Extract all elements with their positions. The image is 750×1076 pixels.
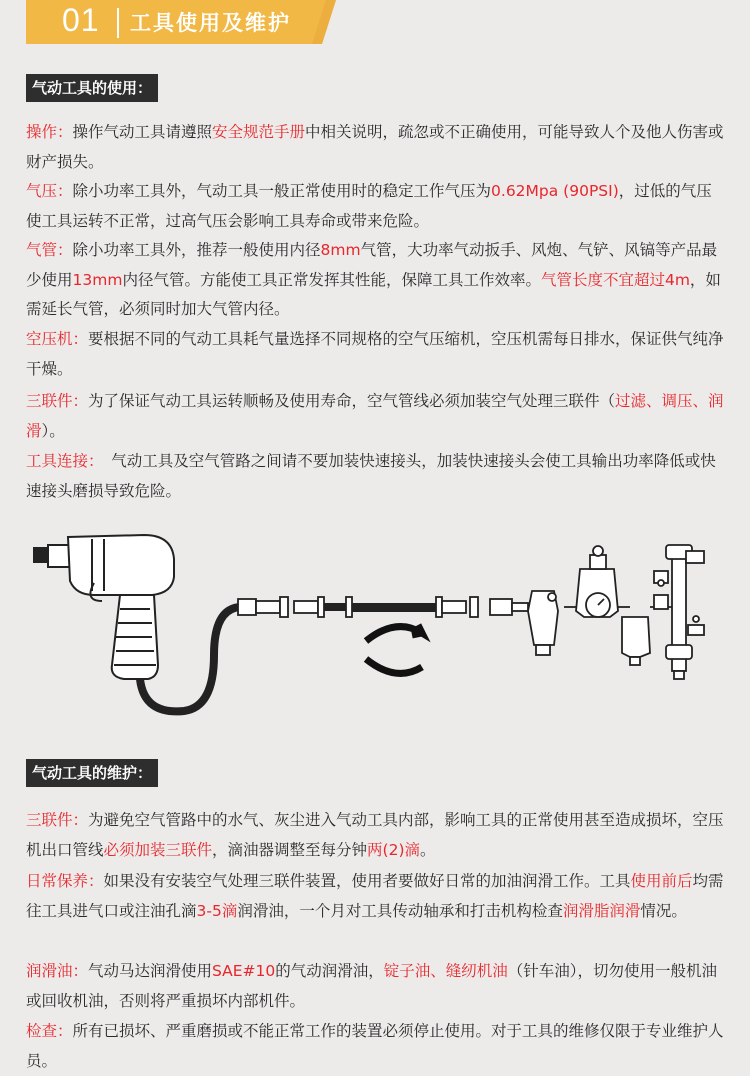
body-text: ）。	[41, 421, 65, 440]
body-text: 润滑油，一个月对工具传动轴承和打击机构检查	[237, 901, 563, 920]
body-text: 除小功率工具外，推荐一般使用内径	[72, 241, 321, 259]
para-tool-connection	[26, 447, 726, 506]
body-text: 操作气动工具请遵照	[72, 123, 213, 141]
body-text: ，如需延长气管，必须同时加大气管内径。	[26, 270, 721, 318]
highlight-text: 锭子油、缝纫机油	[383, 962, 508, 980]
body-text: 。	[420, 840, 436, 859]
section-banner	[26, 0, 336, 44]
highlight-text: 安全规范手册	[212, 123, 306, 141]
body-text: 要根据不同的气动工具耗气量选择不同规格的空气压缩机，空压机需每日排水，保证供气纯净干燥。	[26, 330, 724, 378]
para-label: 检查：	[26, 1022, 73, 1040]
highlight-text: 过滤、调压、润滑	[26, 392, 724, 440]
body-text: 气动工具及空气管路之间请不要加装快速接头，加装快速接头会使工具输出功率降低或快速接头磨损导致危险。	[26, 452, 716, 500]
para-daily-maintenance	[26, 867, 726, 926]
body-text: 气管，大功率气动扳手、风炮、气铲、风镐等产品最少使用	[26, 241, 718, 289]
banner-number: 01	[62, 2, 100, 38]
highlight-text: 润滑脂润滑	[562, 901, 641, 920]
highlight-text: 13mm	[72, 270, 123, 289]
para-compressor	[26, 325, 726, 384]
highlight-text: 两(2)滴	[367, 840, 421, 859]
para-label: 三联件：	[26, 392, 89, 410]
highlight-text: 必须加装三联件	[103, 840, 213, 859]
para-label: 三联件：	[26, 811, 89, 829]
para-hose	[26, 236, 726, 325]
para-pressure	[26, 177, 726, 236]
impact-wrench-icon	[34, 535, 174, 679]
body-text: 气动马达润滑使用	[88, 962, 213, 980]
para-inspection	[26, 1017, 726, 1076]
air-tool-connection-illustration	[24, 525, 728, 725]
body-text: （针车油），切勿使用一般机油或回收机油，否则将严重损坏内部机件。	[26, 962, 718, 1010]
body-text: 除小功率工具外，气动工具一般正常使用时的稳定工作气压为	[72, 182, 492, 200]
para-frl-unit	[26, 387, 726, 446]
body-text: ，过低的气压使工具运转不正常，过高气压会影响工具寿命或带来危险。	[26, 182, 712, 230]
body-text: 中相关说明，疏忽或不正确使用，可能导致人个及他人伤害或财产损失。	[26, 123, 724, 171]
highlight-text: 3-5滴	[196, 901, 238, 920]
highlight-text: 使用前后	[630, 872, 693, 890]
highlight-text: 8mm	[320, 241, 361, 259]
para-label: 工具连接：	[26, 452, 96, 470]
section-heading-usage: 气动工具的使用：	[26, 74, 158, 102]
highlight-text: 气管长度不宜超过4m	[540, 270, 690, 289]
body-text: 情况。	[640, 901, 687, 920]
section-heading-maintenance: 气动工具的维护：	[26, 759, 158, 787]
para-lubricant	[26, 957, 726, 1016]
para-label: 操作：	[26, 123, 73, 141]
para-label: 气管：	[26, 241, 73, 259]
highlight-text: 0.62Mpa (90PSI)	[491, 182, 619, 200]
para-frl-maintenance	[26, 806, 726, 865]
body-text: 内径气管。方能使工具正常发挥其性能，保障工具工作效率。	[122, 270, 541, 289]
body-text: ，滴油器调整至每分钟	[212, 840, 368, 859]
body-text: 为避免空气管路中的水气、灰尘进入气动工具内部，影响工具的正常使用甚至造成损坏，空压机出口管线	[26, 811, 724, 859]
body-text: 的气动润滑油，	[275, 962, 384, 980]
body-text: 均需往工具进气口或注油孔滴	[26, 872, 724, 920]
banner-title: 工具使用及维护	[130, 11, 291, 35]
para-label: 气压：	[26, 182, 73, 200]
para-label: 空压机：	[26, 330, 89, 348]
para-label: 日常保养：	[26, 872, 104, 890]
impact-wrench-and-air-line-diagram	[24, 525, 728, 725]
body-text: 所有已损坏、严重磨损或不能正常工作的装置必须停止使用。对于工具的维修仅限于专业维护人员。	[26, 1022, 724, 1070]
body-text: 如果没有安装空气处理三联件装置，使用者要做好日常的加油润滑工作。工具	[103, 872, 631, 890]
highlight-text: SAE#10	[212, 962, 276, 980]
para-label: 润滑油：	[26, 962, 89, 980]
para-operation	[26, 118, 726, 177]
body-text: 为了保证气动工具运转顺畅及使用寿命，空气管线必须加装空气处理三联件（	[88, 392, 616, 410]
